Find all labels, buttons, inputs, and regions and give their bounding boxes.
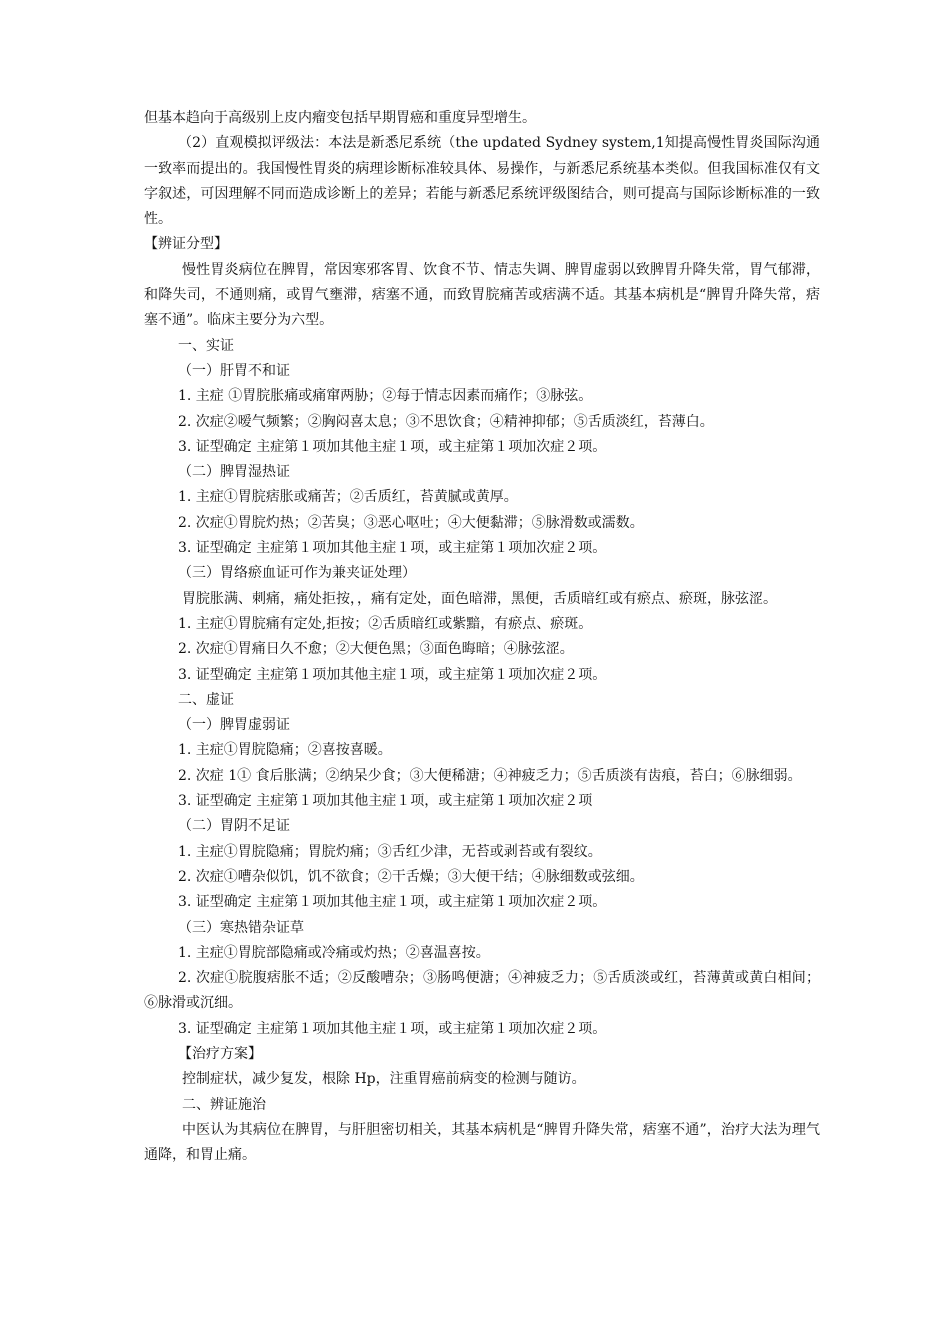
paragraph: 3. 证型确定 主症第１项加其他主症１项，或主症第１项加次症２项。 <box>178 1020 607 1037</box>
paragraph: 2. 次症②嗳气频繁；②胸闷喜太息；③不思饮食；④精神抑郁；⑤舌质淡红，苔薄白。 <box>178 413 714 430</box>
paragraph: 中医认为其病位在脾胃，与肝胆密切相关，其基本病机是“脾胃升降失常，痞塞不通”，治疗大法为理气通降，和胃止痛。 <box>144 1121 820 1164</box>
paragraph: 2. 次症①胃痛日久不愈；②大便色黑；③面色晦暗；④脉弦涩。 <box>178 641 574 658</box>
paragraph: 1. 主症①胃脘隐痛；②喜按喜暖。 <box>178 742 392 759</box>
paragraph: 二、虚证 <box>178 691 234 708</box>
paragraph: 1. 主症①胃脘部隐痛或冷痛或灼热；②喜温喜按。 <box>178 944 490 961</box>
paragraph: 2. 次症①嘈杂似饥，饥不欲食；②干舌燥；③大便干结；④脉细数或弦细。 <box>178 868 644 885</box>
paragraph: 1. 主症①胃脘痞胀或痛苦；②舌质红，苔黄腻或黄厚。 <box>178 489 518 506</box>
paragraph: 【治疗方案】 <box>178 1045 262 1062</box>
paragraph: 3. 证型确定 主症第１项加其他主症１项，或主症第１项加次症２项。 <box>178 666 607 683</box>
document-body <box>144 106 820 1168</box>
paragraph: 胃脘胀满、刺痛，痛处拒按，，痛有定处，面色暗滞，黑便，舌质暗红或有瘀点、瘀斑，脉弦涩。 <box>182 590 777 607</box>
paragraph: 1. 主症①胃脘痛有定处,拒按；②舌质暗红或紫黯，有瘀点、瘀斑。 <box>178 615 593 632</box>
paragraph: 1. 主症①胃脘隐痛；胃脘灼痛；③舌红少津，无苔或剥苔或有裂纹。 <box>178 843 602 860</box>
paragraph: （二）脾胃湿热证 <box>178 464 290 481</box>
paragraph: 3. 证型确定 主症第１项加其他主症１项，或主症第１项加次症２项。 <box>178 540 607 557</box>
paragraph: （一）脾胃虚弱证 <box>178 717 290 734</box>
paragraph: 2. 次症①脘腹痞胀不适；②反酸嘈杂；③肠鸣便溏；④神疲乏力；⑤舌质淡或红，苔薄黄或黄白相间；⑥脉滑或沉细。 <box>144 970 820 1012</box>
paragraph: 控制症状，减少复发，根除 Hp，注重胃癌前病变的检测与随访。 <box>182 1071 586 1088</box>
paragraph: （2）直观模拟评级法：本法是新悉尼系统（the updated Sydney system,1知提高慢性胃炎国际沟通一致率而提出的。我国慢性胃炎的病理诊断标准较具体、易操作，与新悉尼系统基本类似。但我国标准仅有文字叙述，可因理解不同而造成诊断上的差异；若能与新悉尼系统评级图结合，则可提高与国际诊断标准的一致性。 <box>144 135 820 228</box>
paragraph: 3. 证型确定 主症第１项加其他主症１项，或主症第１项加次症２项 <box>178 793 593 810</box>
paragraph: 【辨证分型】 <box>144 236 228 253</box>
paragraph: 1. 主症 ①胃脘胀痛或痛窜两胁；②每于情志因素而痛作；③脉弦。 <box>178 388 593 405</box>
paragraph: 慢性胃炎病位在脾胃，常因寒邪客胃、饮食不节、情志失调、脾胃虚弱以致脾胃升降失常，胃气郁滞，和降失司，不通则痛，或胃气壅滞，痞塞不通，而致胃脘痛苦或痞满不适。其基本病机是“脾胃升降失常，痞塞不通”。临床主要分为六型。 <box>144 261 820 329</box>
paragraph: 但基本趋向于高级别上皮内瘤变包括早期胃癌和重度异型增生。 <box>144 110 536 126</box>
paragraph: （三）寒热错杂证草 <box>178 919 304 936</box>
paragraph: 3. 证型确定 主症第１项加其他主症１项，或主症第１项加次症２项。 <box>178 894 607 911</box>
paragraph: 一、实证 <box>178 337 234 354</box>
paragraph: 二、辨证施治 <box>182 1096 266 1113</box>
paragraph: （三）胃络瘀血证可作为兼夹证处理） <box>178 565 416 582</box>
paragraph: 2. 次症 1① 食后胀满；②纳呆少食；③大便稀溏；④神疲乏力；⑤舌质淡有齿痕，苔白；⑥脉细弱。 <box>178 767 802 784</box>
paragraph: （二）胃阴不足证 <box>178 818 290 835</box>
paragraph: 2. 次症①胃脘灼热；②苦臭；③恶心呕吐；④大便黏滞；⑤脉滑数或濡数。 <box>178 514 644 531</box>
paragraph: 3. 证型确定 主症第１项加其他主症１项，或主症第１项加次症２项。 <box>178 438 607 455</box>
paragraph: （一）肝胃不和证 <box>178 362 290 379</box>
